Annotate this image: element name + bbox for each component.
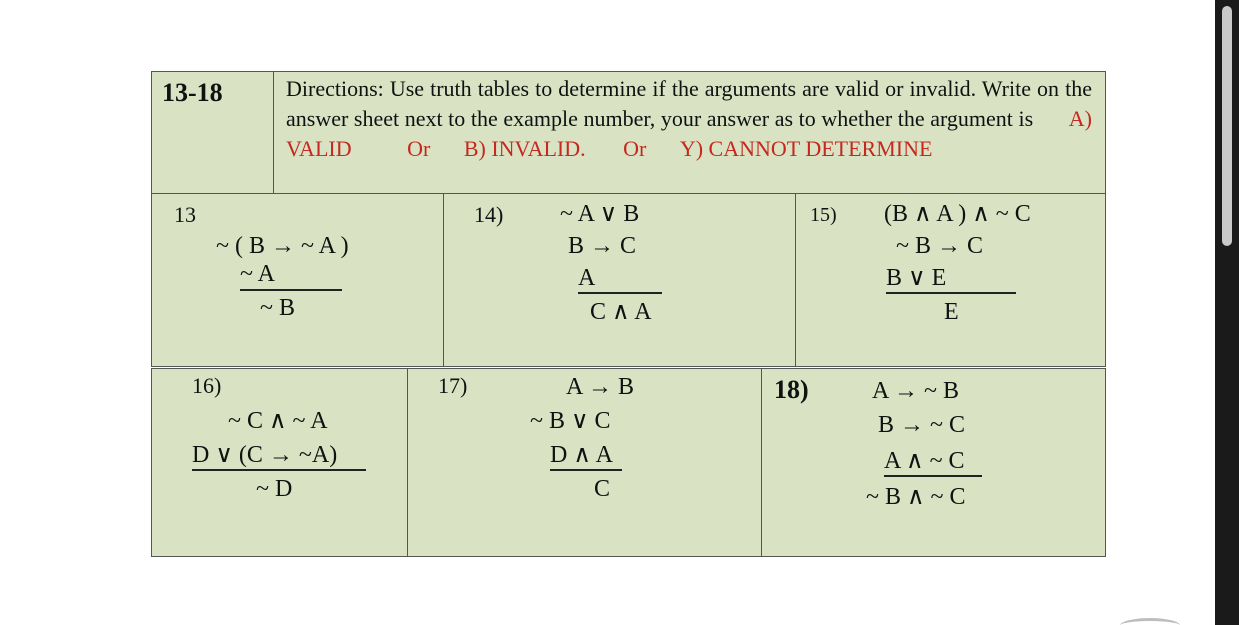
problem-18-premise-3: A ∧ ~ C bbox=[884, 448, 965, 474]
problems-row-1 bbox=[151, 193, 1106, 367]
problem-15-conclusion-rule bbox=[886, 292, 1016, 294]
problem-13-premise-1: ~ ( B → ~ A ) bbox=[216, 233, 349, 259]
problem-16-premise-2: D ∨ (C → ~A) bbox=[192, 442, 338, 468]
problem-14-number: 14) bbox=[474, 202, 504, 227]
problem-17-premise-1: A → B bbox=[566, 374, 635, 400]
problem-17-conclusion-rule bbox=[550, 469, 622, 471]
problem-14-conclusion: C ∧ A bbox=[590, 299, 652, 325]
problem-14-premise-3: A bbox=[578, 265, 596, 291]
problem-16-conclusion-rule bbox=[192, 469, 366, 471]
or-separator-1: Or bbox=[407, 136, 431, 161]
option-invalid: B) INVALID. bbox=[463, 136, 586, 161]
problems-row-2 bbox=[151, 368, 1106, 557]
problem-16-cell bbox=[152, 369, 407, 556]
problem-18-premise-1: A → ~ B bbox=[872, 378, 959, 404]
option-valid: A) VALID bbox=[286, 106, 1092, 161]
directions-header bbox=[151, 71, 1106, 194]
partial-shape-fragment bbox=[1120, 618, 1180, 625]
problem-17-premise-2: ~ B ∨ C bbox=[530, 408, 611, 434]
directions-text bbox=[286, 74, 1092, 164]
problem-16-number: 16) bbox=[192, 373, 222, 398]
problem-15-premise-3: B ∨ E bbox=[886, 265, 947, 291]
problem-18-number: 18) bbox=[774, 375, 809, 404]
problem-18-cell bbox=[761, 369, 1105, 556]
directions-body: Directions: Use truth tables to determine if the arguments are valid or invalid. Write on the answer sheet next to the example number, your answer as to whether the argument is bbox=[286, 76, 1092, 131]
problem-16-premise-1: ~ C ∧ ~ A bbox=[228, 408, 328, 434]
problem-14-conclusion-rule bbox=[578, 292, 662, 294]
or-separator-2: Or bbox=[623, 136, 647, 161]
problem-13-conclusion-rule bbox=[240, 289, 342, 291]
problem-13-conclusion: ~ B bbox=[260, 295, 295, 321]
problem-15-conclusion: E bbox=[944, 299, 959, 325]
problem-18-conclusion-rule bbox=[884, 475, 982, 477]
problem-15-premise-2: ~ B → C bbox=[896, 233, 983, 259]
problem-17-cell bbox=[407, 369, 761, 556]
problem-15-premise-1: (B ∧ A ) ∧ ~ C bbox=[884, 201, 1031, 227]
problem-17-premise-3: D ∧ A bbox=[550, 442, 613, 468]
problem-14-premise-1: ~ A ∨ B bbox=[560, 201, 640, 227]
problem-16-conclusion: ~ D bbox=[256, 476, 293, 502]
option-cannot-determine: Y) CANNOT DETERMINE bbox=[679, 136, 933, 161]
problem-range-label: 13-18 bbox=[152, 72, 274, 193]
problem-13-premise-2: ~ A bbox=[240, 261, 275, 287]
problem-14-cell bbox=[443, 194, 795, 366]
problem-13-cell bbox=[152, 194, 443, 366]
problem-17-number: 17) bbox=[438, 373, 468, 398]
problem-15-cell bbox=[795, 194, 1105, 366]
problem-14-premise-2: B → C bbox=[568, 233, 637, 259]
problem-13-number: 13 bbox=[174, 202, 196, 227]
vertical-scrollbar-thumb[interactable] bbox=[1222, 6, 1232, 246]
problem-17-conclusion: C bbox=[594, 476, 611, 502]
problem-18-conclusion: ~ B ∧ ~ C bbox=[866, 484, 966, 510]
problem-15-number: 15) bbox=[810, 204, 837, 226]
problem-18-premise-2: B → ~ C bbox=[878, 412, 965, 438]
